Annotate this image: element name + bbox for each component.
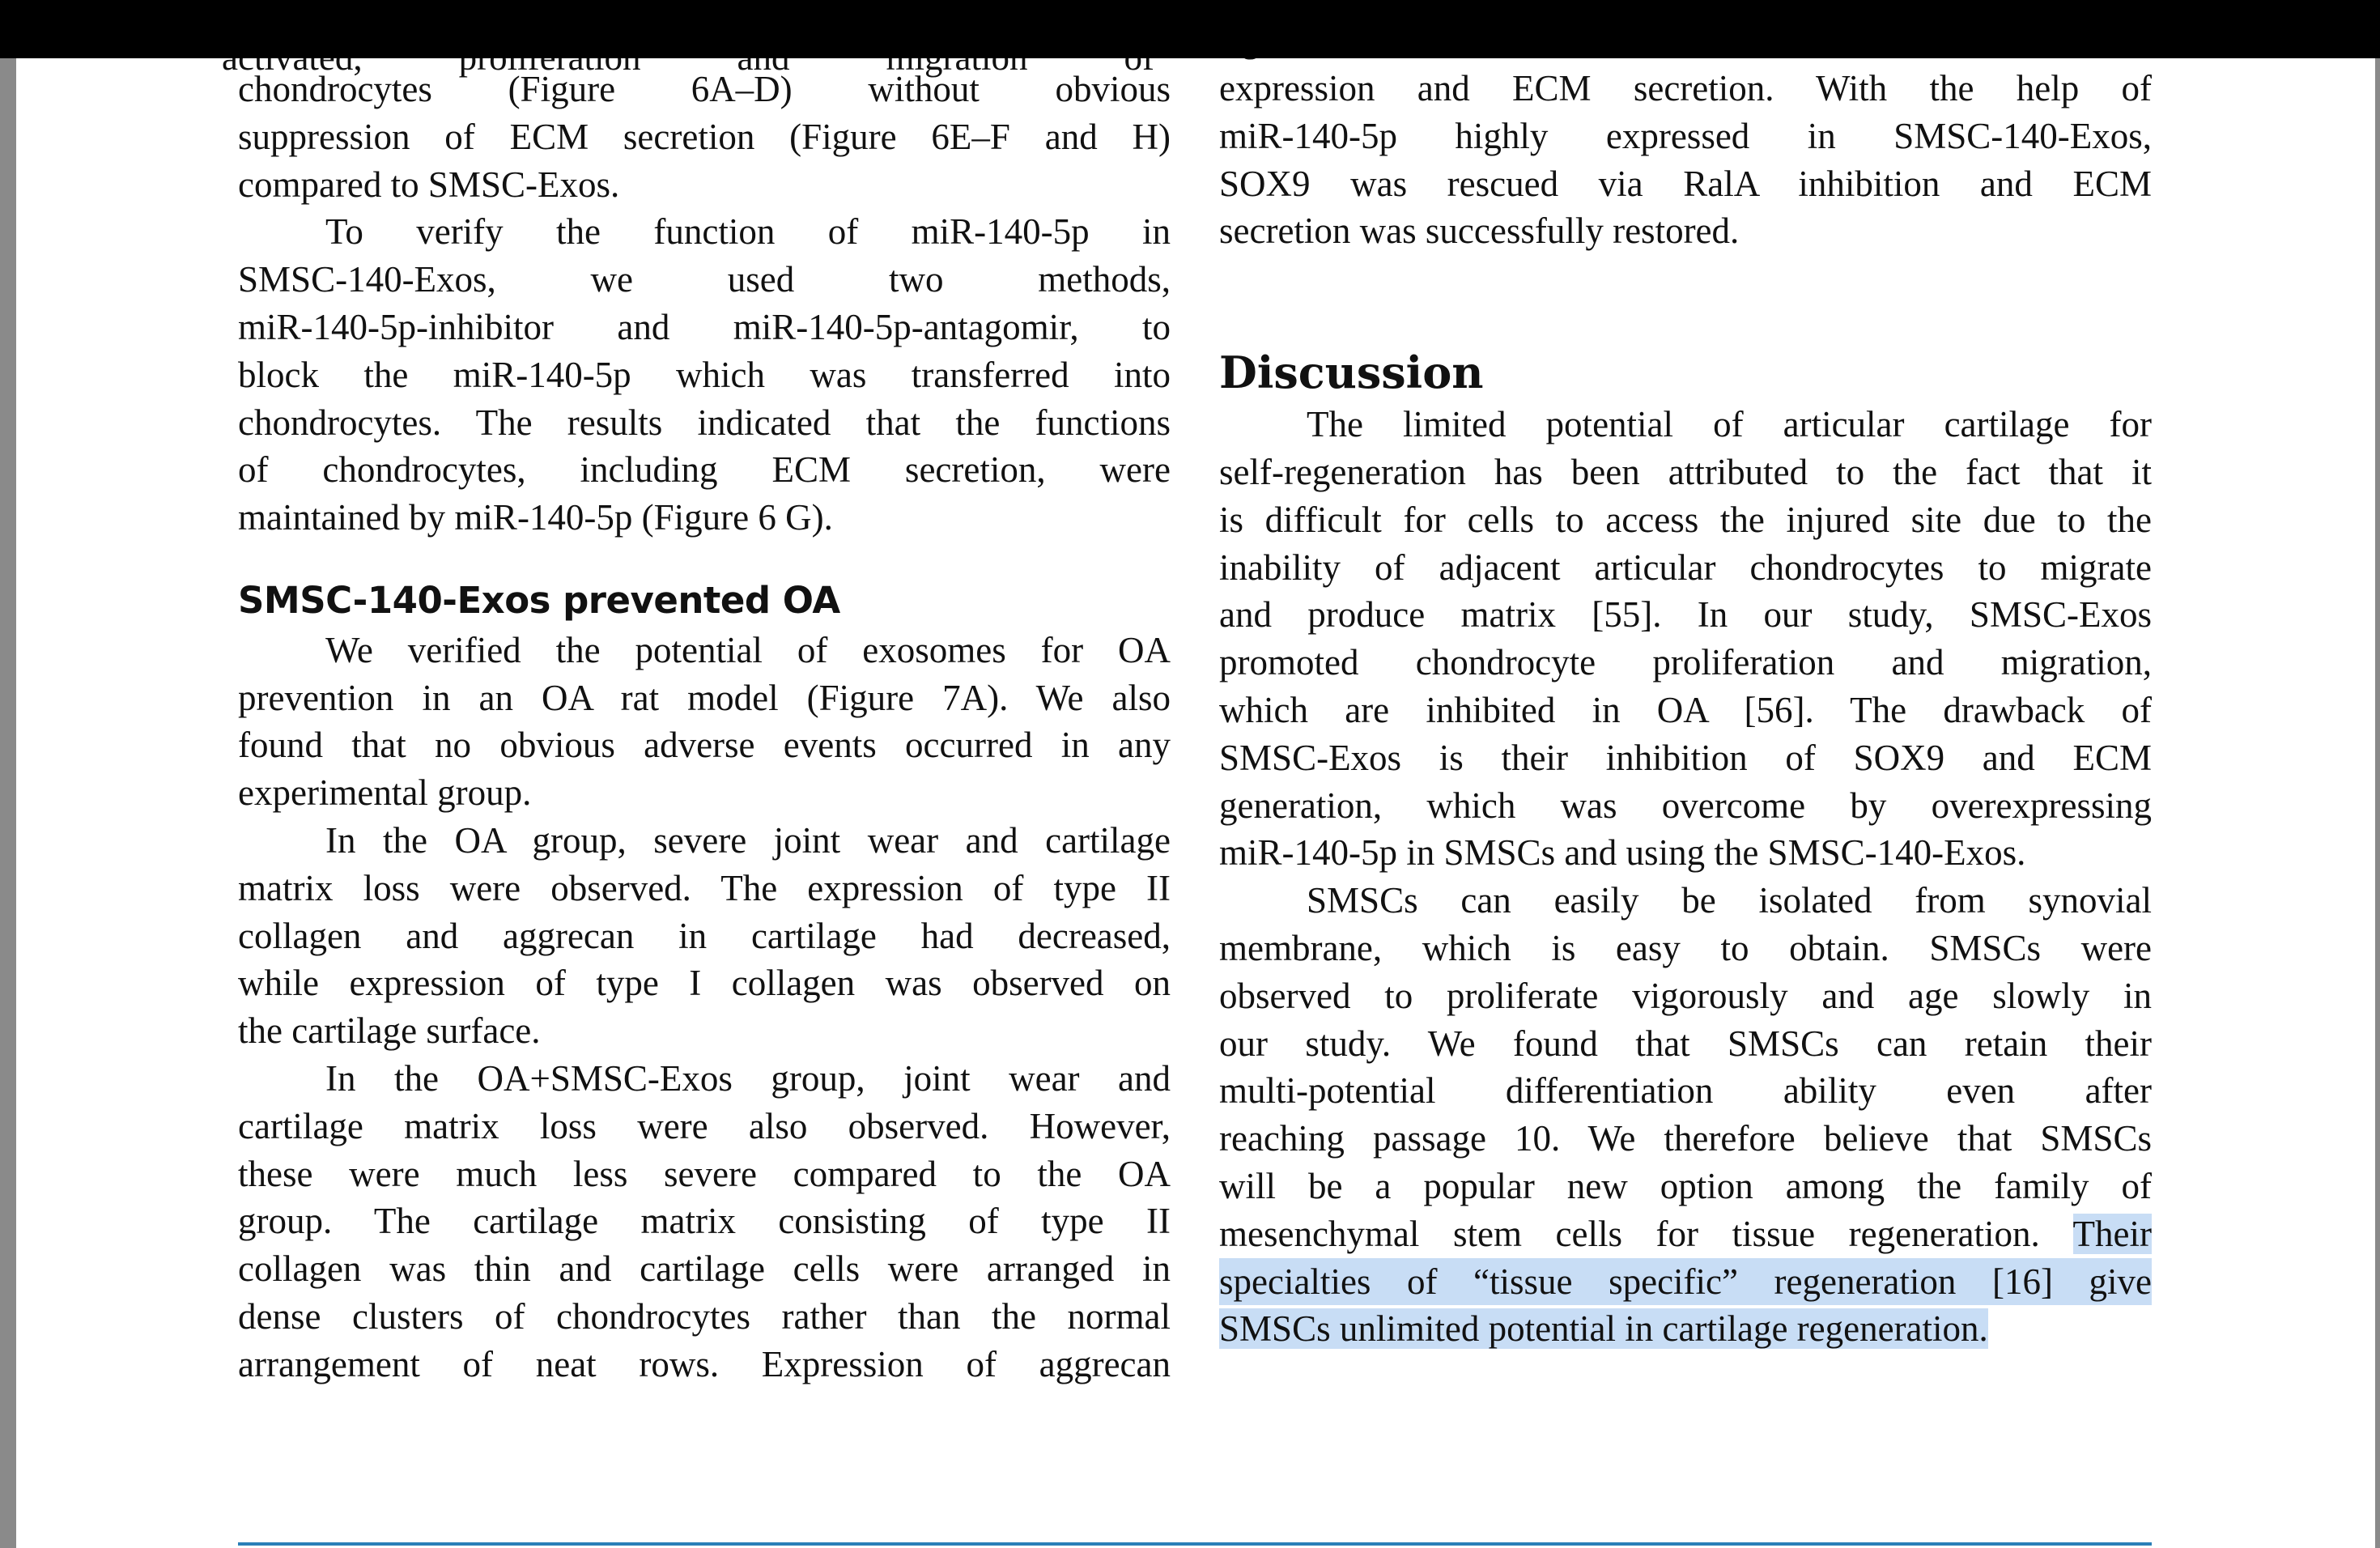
text-line: expression and ECM secretion. With the help of [1219, 68, 2152, 108]
text-line: miR-140-5p-inhibitor and miR-140-5p-antagomir, to [238, 306, 1171, 347]
text-line: prevention in an OA rat model (Figure 7A). We also [238, 677, 1171, 718]
text-line: and produce matrix [55]. In our study, SMSC-Exos [1219, 594, 2152, 636]
text-line: the cartilage surface. [238, 1010, 541, 1052]
text-line: maintained by miR-140-5p (Figure 6 G). [238, 497, 833, 538]
text-line: In the OA+SMSC-Exos group, joint wear and [325, 1057, 1171, 1099]
paragraph-3 [238, 627, 1171, 817]
document-page [16, 0, 2375, 1548]
paragraph-1 [238, 66, 1171, 208]
selected-text-fragment[interactable]: Their [2072, 1213, 2152, 1254]
text-line: matrix loss were observed. The expression of type II [238, 867, 1171, 908]
left-text-column [238, 66, 1171, 1389]
text-line: of chondrocytes, including ECM secretion, were [238, 449, 1171, 491]
text-line: experimental group. [238, 772, 532, 814]
selected-text-fragment[interactable]: SMSCs unlimited potential in cartilage regeneration. [1219, 1308, 1988, 1350]
text-line: found that no obvious adverse events occurred in any [238, 725, 1171, 766]
text-line: reaching passage 10. We therefore believe that SMSCs [1219, 1118, 2152, 1159]
text-line: We verified the potential of exosomes for OA [325, 629, 1171, 670]
text-line: inability of adjacent articular chondrocytes to migrate [1219, 546, 2152, 588]
text-line: To verify the function of miR-140-5p in [325, 211, 1171, 253]
footer-divider-rule [238, 1542, 2152, 1546]
text-line: will be a popular new option among the family of [1219, 1165, 2152, 1206]
paragraph-2 [238, 208, 1171, 542]
right-text-column [1219, 65, 2152, 1353]
selected-text-line[interactable]: specialties of “tissue specific” regeneration [16] give [1219, 1258, 2152, 1306]
paragraph-discussion-1 [1219, 401, 2152, 877]
paragraph-5 [238, 1055, 1171, 1389]
selected-text-line-last[interactable] [1219, 1305, 2152, 1353]
text-line: The limited potential of articular cartilage for [1307, 404, 2152, 445]
viewer-left-gutter [0, 0, 16, 1548]
text-line: SOX9 was rescued via RalA inhibition and ECM [1219, 163, 2152, 204]
text-line: SMSC-140-Exos, we used two methods, [238, 259, 1171, 300]
text-line: our study. We found that SMSCs can retain their [1219, 1023, 2152, 1064]
text-line: suppression of ECM secretion (Figure 6E–F and H) [238, 116, 1171, 157]
text-line: group. The cartilage matrix consisting of type II [238, 1201, 1171, 1242]
text-line: promoted chondrocyte proliferation and migration, [1219, 642, 2152, 683]
text-line: chondrocytes. The results indicated that the functions [238, 402, 1171, 443]
text-line: cartilage matrix loss were also observed. However, [238, 1105, 1171, 1146]
text-line: arrangement of neat rows. Expression of aggrecan [238, 1343, 1171, 1384]
text-line: multi-potential differentiation ability even after [1219, 1070, 2152, 1112]
text-line: collagen and aggrecan in cartilage had decreased, [238, 915, 1171, 956]
text-line: observed to proliferate vigorously and age slowly in [1219, 975, 2152, 1016]
viewer-right-gutter [2375, 0, 2380, 1548]
text-line: block the miR-140-5p which was transferred into [238, 354, 1171, 395]
text-line: generation, which was overcome by overexpressing [1219, 785, 2152, 826]
text-line: secretion was successfully restored. [1219, 211, 1740, 252]
text-line: miR-140-5p highly expressed in SMSC-140-Exos, [1219, 115, 2152, 156]
text-line: is difficult for cells to access the injured site due to the [1219, 499, 2152, 540]
text-line: which are inhibited in OA [56]. The drawback of [1219, 689, 2152, 730]
text-line: collagen was thin and cartilage cells were arranged in [238, 1248, 1171, 1290]
text-line: membrane, which is easy to obtain. SMSCs were [1219, 927, 2152, 968]
text-line: compared to SMSC-Exos. [238, 164, 620, 205]
window-top-bar [0, 0, 2380, 58]
paragraph-4 [238, 817, 1171, 1055]
text-line: chondrocytes (Figure 6A–D) without obvious [238, 69, 1171, 109]
text-line: SMSCs can easily be isolated from synovial [1307, 880, 2152, 921]
text-fragment: mesenchymal stem cells for tissue regeneration. [1219, 1213, 2073, 1254]
paragraph-results-end [1219, 65, 2152, 255]
text-line: miR-140-5p in SMSCs and using the SMSC-140-Exos. [1219, 832, 2026, 874]
paragraph-discussion-2 [1219, 877, 2152, 1353]
text-line: In the OA group, severe joint wear and cartilage [325, 819, 1171, 861]
text-line: SMSC-Exos is their inhibition of SOX9 and ECM [1219, 737, 2152, 778]
section-heading-discussion: Discussion [1219, 347, 1484, 399]
text-line: while expression of type I collagen was observed on [238, 963, 1171, 1004]
section-heading-smsc-140-exos: SMSC-140-Exos prevented OA [238, 578, 840, 622]
text-line: self-regeneration has been attributed to the fact that it [1219, 451, 2152, 492]
text-line: dense clusters of chondrocytes rather than the normal [238, 1295, 1171, 1337]
text-line-mixed-selection [1219, 1210, 2152, 1258]
text-line: these were much less severe compared to the OA [238, 1153, 1171, 1194]
